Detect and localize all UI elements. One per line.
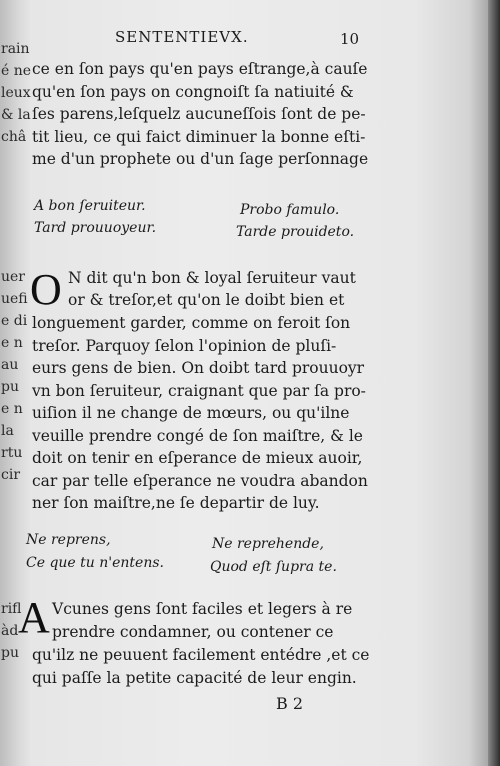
proverb-fr-line: A bon ſeruiteur. bbox=[34, 198, 146, 214]
margin-fragment: e n bbox=[1, 401, 23, 417]
text-line: qui paſſe la petite capacité de leur engin. bbox=[32, 669, 357, 687]
margin-fragment: cir bbox=[1, 467, 21, 483]
margin-fragment: uefi bbox=[1, 291, 28, 307]
text-line: me d'un prophete ou d'un ſage perſonnage bbox=[32, 150, 369, 168]
text-line: Vcunes gens ſont faciles et legers à re bbox=[52, 600, 353, 618]
drop-cap: A bbox=[18, 593, 50, 642]
text-block-1 bbox=[32, 58, 368, 171]
text-line: vn bon ſeruiteur, craignant que par ſa pro- bbox=[32, 381, 366, 400]
text-line: eurs gens de bien. On doibt tard prouuoyr bbox=[32, 359, 365, 377]
text-line: car par telle eſperance ne voudra abandon bbox=[32, 471, 368, 490]
proverb-la-line: Ne reprehende, bbox=[212, 536, 324, 552]
text-block-2 bbox=[32, 312, 368, 515]
page-edge bbox=[488, 0, 500, 766]
proverb-fr-line: Ne reprens, bbox=[26, 532, 111, 548]
running-head: SENTENTIEVX. bbox=[115, 28, 249, 46]
text-line: tit lieu, ce qui faict diminuer la bonne eſti- bbox=[32, 127, 366, 146]
margin-fragment: leux bbox=[1, 85, 31, 101]
drop-cap: O bbox=[30, 265, 62, 314]
text-line: ner ſon maiſtre,ne ſe departir de luy. bbox=[32, 494, 320, 512]
text-line: qu'ilz ne peuuent facilement entédre ,et ce bbox=[32, 646, 370, 664]
text-line: ce en ſon pays qu'en pays eſtrange,à cauſe bbox=[32, 60, 368, 78]
proverb-fr-line: Ce que tu n'entens. bbox=[26, 555, 164, 571]
signature-mark: B 2 bbox=[276, 694, 304, 713]
folio-number: 10 bbox=[340, 30, 360, 48]
margin-fragment: rtu bbox=[1, 445, 23, 461]
margin-fragment: e n bbox=[1, 335, 23, 351]
proverb-la-line: Probo famulo. bbox=[240, 202, 340, 218]
margin-fragment: au bbox=[1, 357, 19, 373]
proverb-la-line: Tarde prouideto. bbox=[236, 224, 355, 240]
text-line: doit on tenir en eſperance de mieux auoir, bbox=[32, 449, 363, 467]
margin-fragment: àd bbox=[1, 623, 19, 639]
text-line: uiſion il ne change de mœurs, ou qu'ilne bbox=[32, 404, 350, 422]
margin-fragment: rifl bbox=[1, 601, 22, 617]
margin-fragment: rain bbox=[1, 41, 30, 57]
text-line: ſes parens,leſquelz aucuneſſois ſont de pe- bbox=[32, 105, 366, 123]
margin-fragment: pu bbox=[1, 379, 19, 395]
proverb-la-line: Quod eſt ſupra te. bbox=[210, 559, 337, 575]
text-line: N dit qu'n bon & loyal ſeruiteur vaut bbox=[68, 269, 356, 287]
text-line: treſor. Parquoy ſelon l'opinion de pluſi- bbox=[32, 336, 337, 355]
margin-fragment: la bbox=[1, 423, 14, 439]
margin-fragment: châ bbox=[1, 129, 27, 145]
text-line: veuille prendre congé de ſon maiſtre, & le bbox=[32, 426, 363, 445]
margin-fragment: é ne bbox=[1, 63, 32, 79]
text-line: longuement garder, comme on feroit ſon bbox=[32, 314, 351, 332]
margin-fragment: uer bbox=[1, 269, 25, 285]
margin-fragment: e di bbox=[1, 313, 28, 329]
margin-fragment: pu bbox=[1, 645, 19, 661]
margin-fragment: & la bbox=[1, 107, 31, 123]
proverb-fr-line: Tard prouuoyeur. bbox=[34, 220, 157, 236]
text-line: qu'en ſon pays on congnoiſt ſa natiuité & bbox=[32, 82, 354, 101]
text-line: prendre condamner, ou contener ce bbox=[52, 623, 334, 641]
text-line: or & treſor,et qu'on le doibt bien et bbox=[68, 291, 345, 309]
